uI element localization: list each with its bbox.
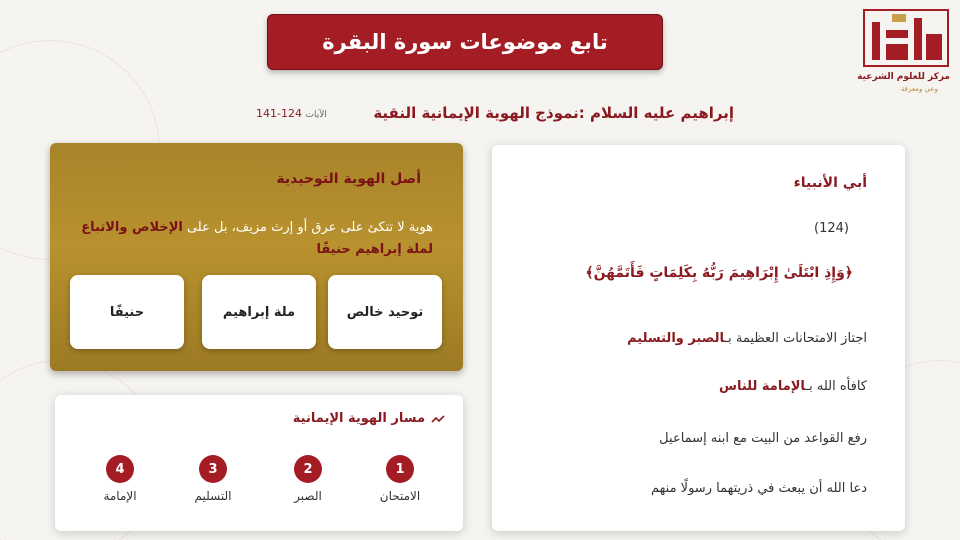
path-step (85, 455, 155, 503)
gold-card-text: هوية لا تتكئ على عرق أو إرث مزيف، بل على الإخلاص والاتباع لملة إبراهيم حنيفًا (81, 220, 433, 257)
step-label: الصبر (294, 489, 322, 503)
step-label: التسليم (194, 489, 232, 503)
gold-card-title: أصل الهوية التوحيدية (276, 171, 421, 187)
card-title: أبي الأنبياء (793, 175, 867, 191)
path-card-title: مسار الهوية الإيمانية (292, 411, 425, 426)
slide-title: تابع موضوعات سورة البقرة (322, 30, 608, 54)
step-number: 4 (106, 455, 134, 483)
slide-title-banner (267, 14, 663, 70)
step-label: الإمامة (103, 489, 137, 503)
pill-millat-ibrahim: ملة إبراهيم (202, 275, 316, 349)
step-number: 1 (386, 455, 414, 483)
step-label: الامتحان (379, 489, 421, 503)
quran-verse: ﴿وَإِذِ ابْتَلَىٰ إِبْرَاهِيمَ رَبُّهُ بِكَلِمَاتٍ فَأَتَمَّهُنَّ﴾ (585, 265, 853, 281)
point-imamah: كافأه الله بـالإمامة للناس (719, 379, 867, 394)
path-step (365, 455, 435, 503)
point-exams: اجتاز الامتحانات العظيمة بـالصبر والتسليم (627, 331, 867, 346)
path-step (178, 455, 248, 503)
verse-number: (124) (814, 221, 849, 236)
prophet-card (492, 145, 905, 531)
pill-pure-tawhid: توحيد خالص (328, 275, 442, 349)
pill-hanif: حنيفًا (70, 275, 184, 349)
verses-label: الآيات (305, 110, 327, 120)
verses-reference (256, 107, 327, 120)
logo-tagline: وعي ومعرفة (900, 85, 938, 93)
path-card-header (293, 411, 445, 426)
identity-path-card (55, 395, 463, 531)
step-number: 2 (294, 455, 322, 483)
brand-logo (857, 6, 952, 96)
logo-subtitle: مركز للعلوم الشرعية (857, 72, 950, 82)
path-step (273, 455, 343, 503)
point-prayer: دعا الله أن يبعث في ذريتهما رسولًا منهم (651, 481, 867, 496)
section-subtitle: إبراهيم عليه السلام :نموذج الهوية الإيمانية النقية (373, 104, 734, 122)
logo-mark-icon (862, 8, 950, 68)
point-kaaba: رفع القواعد من البيت مع ابنه إسماعيل (659, 431, 867, 446)
verses-range: 124-141 (256, 107, 302, 120)
identity-origin-card (50, 143, 463, 371)
trend-line-icon (431, 414, 445, 424)
step-number: 3 (199, 455, 227, 483)
